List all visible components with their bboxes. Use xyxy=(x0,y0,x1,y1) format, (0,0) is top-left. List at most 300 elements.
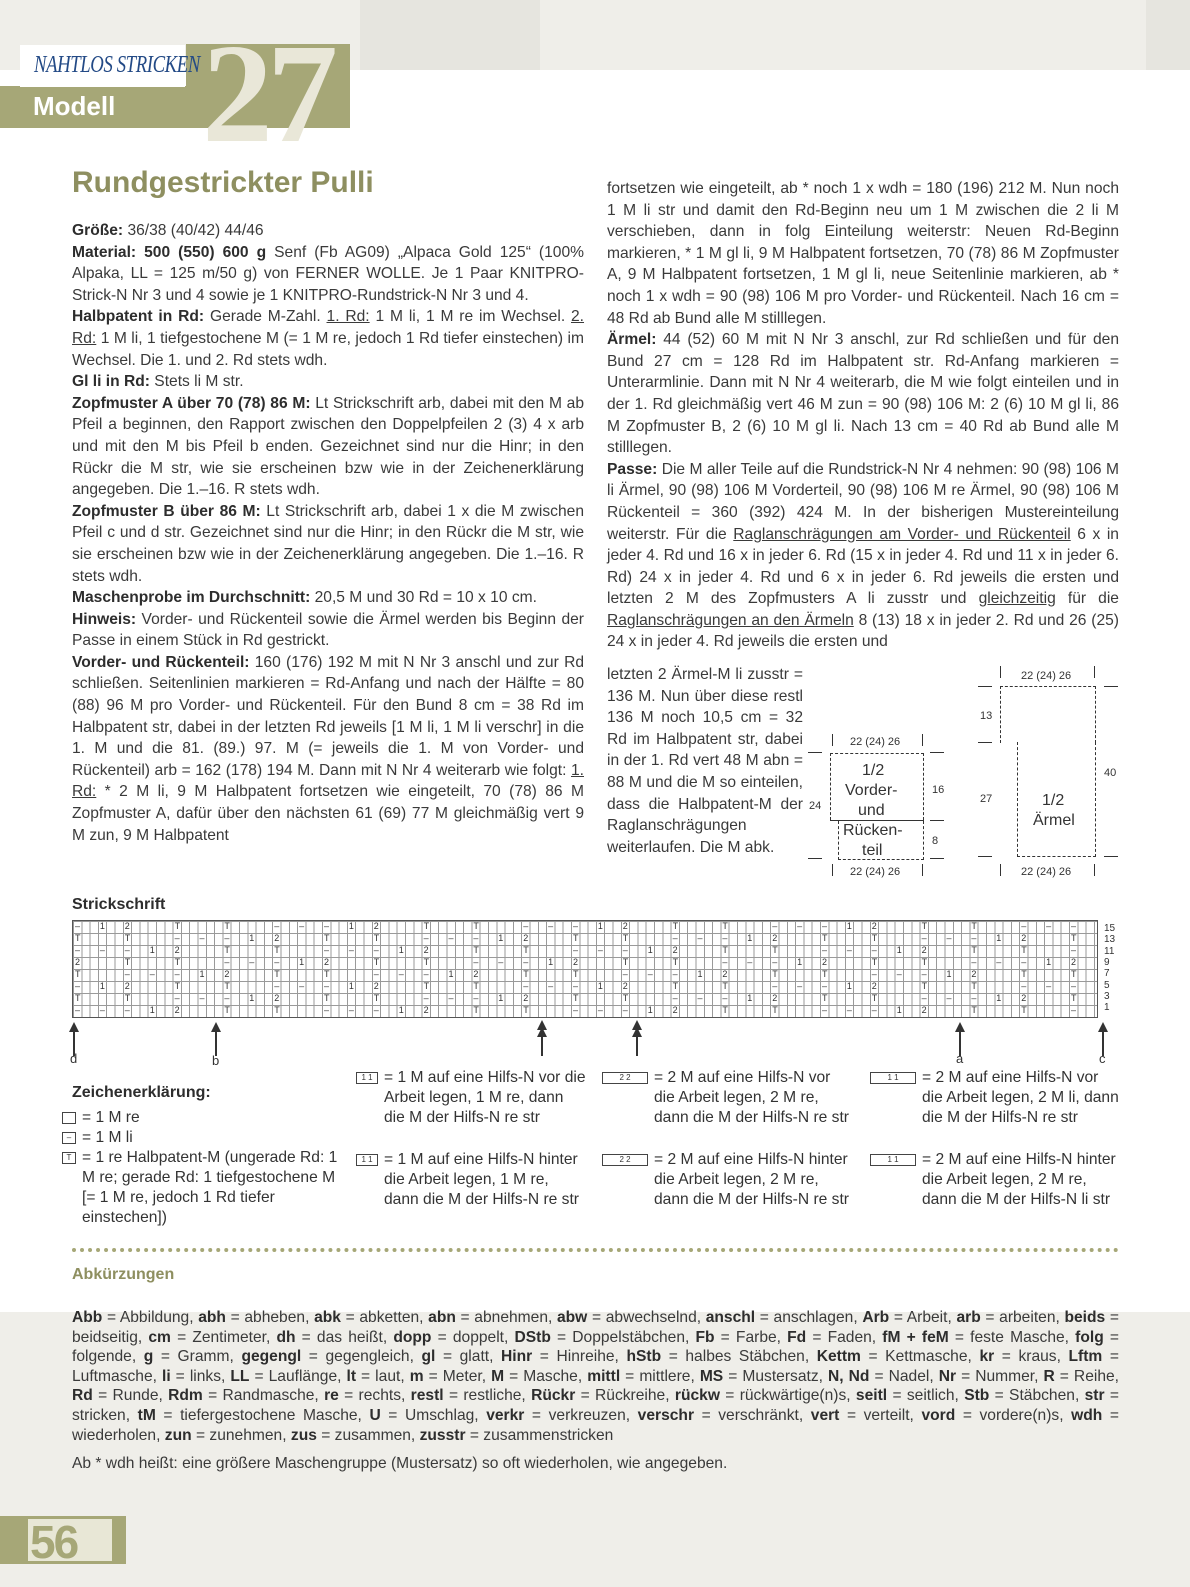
abbrev-meaning: = Rückreihe, xyxy=(575,1387,675,1405)
groesse-para xyxy=(72,220,584,242)
abbrev-term: kr xyxy=(979,1348,995,1366)
chart-row-number: 9 xyxy=(1104,956,1110,968)
tick xyxy=(808,752,822,753)
abbrev-term: tM xyxy=(137,1406,156,1424)
material-label: Material: 500 (550) 600 g xyxy=(72,243,267,261)
chart-stitch-symbol: 2 xyxy=(722,969,728,979)
chart-stitch-symbol: – xyxy=(398,969,404,979)
aermel-text: 44 (52) 60 M mit N Nr 3 anschl, zur Rd schließen und für den Bund 27 cm = 128 Rd im Halbpatent str. Rd-Anfang markieren = Unterarmlinie. Dann mit N Nr 4 weiterarb, die M wie folgt einteilen und in der 1. Rd gleichmäßig vert 46 M zun = 90 (98) 106 M: 2 (6) 10 M gl li, 86 M Zopfmuster B, 2 (6) 10 M gl li. Nach 13 cm = 40 Rd ab Bund alle M stilllegen. xyxy=(607,331,1119,457)
abbrev-meaning: = tiefergestochene Masche, xyxy=(155,1406,370,1424)
abbrev-meaning: = stricken, xyxy=(72,1387,1119,1424)
legend-text: = 1 M li xyxy=(82,1129,133,1146)
tick xyxy=(930,752,944,753)
chart-stitch-symbol: T xyxy=(224,921,230,931)
sleeve-total: 40 xyxy=(1104,767,1117,779)
chart-stitch-symbol: – xyxy=(423,969,429,979)
sleeve-bottom-width: 22 (24) 26 xyxy=(1021,866,1072,878)
chart-stitch-symbol: – xyxy=(647,969,653,979)
chart-stitch-symbol: 1 xyxy=(398,1005,404,1015)
chart-stitch-symbol: – xyxy=(124,945,130,955)
abbrev-term: str xyxy=(1084,1387,1105,1405)
chart-stitch-symbol: 1 xyxy=(249,993,255,1003)
chart-stitch-symbol: 1 xyxy=(348,981,354,991)
chart-stitch-symbol: T xyxy=(622,993,629,1003)
abbrev-term: R xyxy=(1043,1367,1055,1385)
legend-text: = 1 re Halbpatent-M (ungerade Rd: 1 M re; gerade Rd: 1 tiefgestochene M [= 1 M re, jedoch 1 Rd tiefer einstechen]) xyxy=(82,1149,338,1226)
abbrev-meaning: = Zentimeter, xyxy=(170,1328,277,1346)
chart-stitch-symbol: 1 xyxy=(597,981,603,991)
chart-stitch-symbol: – xyxy=(324,945,330,955)
aermel-label: Ärmel: xyxy=(607,331,657,349)
chart-stitch-symbol: – xyxy=(672,969,678,979)
zopfA-label: Zopfmuster A über 70 (78) 86 M: xyxy=(72,394,311,412)
chart-stitch-symbol: 1 xyxy=(846,981,852,991)
tick xyxy=(1000,666,1001,678)
legend-text: = 1 M auf eine Hilfs-N vor die Arbeit legen, 1 M re, dann die M der Hilfs-N re str xyxy=(384,1069,586,1126)
legend-item xyxy=(870,1150,1120,1210)
chart-stitch-symbol: T xyxy=(971,921,977,931)
chart-stitch-symbol: 1 xyxy=(1046,957,1052,967)
chart-stitch-symbol: 1 xyxy=(896,945,902,955)
chart-stitch-symbol: – xyxy=(299,981,305,991)
maschenprobe-text: 20,5 M und 30 Rd = 10 x 10 cm. xyxy=(310,589,537,607)
modell-label: Modell xyxy=(33,91,116,121)
chart-stitch-symbol: T xyxy=(274,1005,280,1015)
chart-stitch-symbol: T xyxy=(324,969,330,979)
chart-stitch-symbol: 1 xyxy=(498,993,504,1003)
tick xyxy=(930,820,944,821)
abbrev-meaning: = Doppelstäbchen, xyxy=(550,1328,696,1346)
abbrev-term: rückw xyxy=(674,1387,720,1405)
chart-stitch-symbol: – xyxy=(423,933,429,943)
chart-stitch-symbol: 1 xyxy=(996,933,1002,943)
chart-stitch-symbol: – xyxy=(274,921,280,931)
chart-stitch-symbol: T xyxy=(722,1005,728,1015)
chart-stitch-symbol: T xyxy=(174,981,181,991)
legend-item xyxy=(356,1150,586,1210)
chart-stitch-symbol: – xyxy=(672,993,678,1003)
tick xyxy=(832,734,833,746)
chart-stitch-symbol: – xyxy=(846,945,852,955)
knit-stitch-icon xyxy=(62,1112,76,1124)
chart-stitch-symbol: T xyxy=(822,993,828,1003)
chart-stitch-symbol: T xyxy=(473,981,479,991)
abbrev-meaning: = feste Masche, xyxy=(948,1328,1076,1346)
chart-stitch-symbol: – xyxy=(473,993,479,1003)
halbpatent-label: Halbpatent in Rd: xyxy=(72,308,205,326)
abbrev-meaning: = vordere(n)s, xyxy=(955,1406,1072,1424)
arrow-label: c xyxy=(1099,1051,1106,1066)
page-title: Rundgestrickter Pulli xyxy=(72,166,374,199)
abbrev-meaning: = glatt, xyxy=(435,1348,502,1366)
abbrev-meaning: = verschränkt, xyxy=(694,1406,811,1424)
chart-stitch-symbol: – xyxy=(622,945,628,955)
chart-stitch-symbol: T xyxy=(871,957,878,967)
chart-stitch-symbol: T xyxy=(75,933,81,943)
chart-stitch-symbol: 1 xyxy=(896,1005,902,1015)
abbrev-meaning: = gegengleich, xyxy=(301,1348,422,1366)
round-1-label: 1. Rd: xyxy=(326,308,370,326)
abbrev-meaning: = Farbe, xyxy=(714,1328,788,1346)
tick xyxy=(1104,686,1118,687)
sleeve-cap xyxy=(1000,686,1096,743)
double-arrow-icon xyxy=(636,1030,638,1056)
abbrev-term: hStb xyxy=(626,1348,662,1366)
chart-stitch-symbol: – xyxy=(1071,981,1077,991)
abbrev-meaning: = Reihe, xyxy=(1054,1367,1120,1385)
chart-stitch-symbol: – xyxy=(274,957,280,967)
chart-stitch-symbol: – xyxy=(1046,921,1052,931)
legend-item xyxy=(62,1148,344,1228)
abbrev-meaning: = anschlagen, xyxy=(755,1309,863,1326)
abbrev-meaning: = Faden, xyxy=(806,1328,883,1346)
chart-stitch-symbol: T xyxy=(722,981,728,991)
chart-stitch-symbol: – xyxy=(324,1005,330,1015)
abbrev-term: restl xyxy=(410,1387,444,1405)
chart-stitch-symbol: – xyxy=(822,921,828,931)
abbrev-term: Abb xyxy=(72,1309,103,1326)
abbrev-meaning: = verteilt, xyxy=(839,1406,922,1424)
legend-item xyxy=(870,1068,1120,1128)
purl-stitch-icon: – xyxy=(62,1132,76,1144)
abbrev-meaning: = Meter, xyxy=(423,1367,492,1385)
abbrev-term: wdh xyxy=(1071,1406,1103,1424)
vorder-text: 160 (176) 192 M mit N Nr 3 anschl und zur Rd schließen. Seitenlinien markieren = Rd-Anfang und nach der Hälfte = 80 (88) 96 M pro Vorder- und Rückenteil. Für den Bund 8 cm = 38 Rd im Halbpatent str, dabei in der letzten Rd jeweils [1 M li, 1 M li verschr] in die 1. M und die 81. (89.) 97. M (= jeweils die 1. M von Vorder- und Rückenteil) arb = 162 (178) 194 M. Dann mit N Nr 4 weiterarb wie folgt: xyxy=(72,653,584,779)
abbrev-term: Fd xyxy=(787,1328,807,1346)
chart-stitch-symbol: 2 xyxy=(871,921,877,931)
chart-stitch-symbol: T xyxy=(274,969,280,979)
chart-stitch-symbol: – xyxy=(597,1005,603,1015)
passe-para xyxy=(607,459,1119,653)
abbrev-meaning: = doppelt, xyxy=(431,1328,515,1346)
left-column xyxy=(72,220,584,846)
abbrev-note: Ab * wdh heißt: eine größere Maschengruppe (Mustersatz) so oft wiederholen, wie angegeben. xyxy=(72,1455,728,1472)
chart-stitch-symbol: T xyxy=(672,981,679,991)
chart-stitch-symbol: 2 xyxy=(921,1005,927,1015)
chart-stitch-symbol: T xyxy=(523,1005,529,1015)
material-text: Senf (Fb AG09) „Alpaca Gold 125“ (100% Alpaka, LL = 125 m/50 g) von FERNER WOLLE. Je 1 Paar KNITPRO-Strick-N Nr 3 und 4 sowie je 1 KNITPRO-Rundstrick-N Nr 3 und 4. xyxy=(72,243,584,304)
round-1-label: 1. Rd: xyxy=(72,761,584,801)
chart-stitch-symbol: T xyxy=(921,981,928,991)
chart-stitch-symbol: – xyxy=(573,1005,579,1015)
chart-stitch-symbol: 1 xyxy=(299,957,305,967)
abbrev-term: abk xyxy=(314,1309,341,1326)
abbrev-term: vert xyxy=(810,1406,840,1424)
vorder-para xyxy=(72,652,584,846)
abbrev-meaning: = Masche, xyxy=(504,1367,588,1385)
abbrev-meaning: = abnehmen, xyxy=(455,1309,557,1326)
chart-stitch-symbol: 2 xyxy=(622,921,628,931)
chart-stitch-symbol: 2 xyxy=(423,945,429,955)
chart-stitch-symbol: – xyxy=(946,993,952,1003)
chart-stitch-symbol: 2 xyxy=(274,933,280,943)
chart-stitch-symbol: – xyxy=(772,957,778,967)
abbrev-term: beids xyxy=(1064,1309,1106,1326)
chart-stitch-symbol: – xyxy=(822,1005,828,1015)
chart-stitch-symbol: 2 xyxy=(124,981,130,991)
chart-stitch-symbol: T xyxy=(274,945,280,955)
cont-para: fortsetzen wie eingeteilt, ab * noch 1 x wdh = 180 (196) 212 M. Nun noch 1 M li str und damit den Rd-Beginn neu um 1 M zwischen die 2 li M verschieben, dann in folg Einteilung weiterstr: Neuen Rd-Beginn markieren, * 1 M gl li, 9 M Halbpatent fortsetzen, 70 (78) 86 M Zopfmuster A, 9 M Halbpatent fortsetzen, 1 M gl li, neue Seitenlinie markieren, ab * noch 1 x wdh = 90 (98) 106 M pro Vorder- und Rückenteil. Nach 16 cm = 48 Rd ab Bund alle M stilllegen. xyxy=(607,180,1119,327)
abbrev-term: Arb xyxy=(862,1309,890,1326)
cable-front-purl-icon: 1 1 xyxy=(870,1072,916,1084)
chart-stitch-symbol: T xyxy=(772,945,778,955)
chart-stitch-symbol: T xyxy=(473,1005,479,1015)
material-para xyxy=(72,242,584,307)
chart-stitch-symbol: – xyxy=(373,969,379,979)
vorder-text: * 2 M li, 9 M Halbpatent fortsetzen wie eingeteilt, 70 (78) 86 M Zopfmuster A, dafür über den nächsten 61 (69) 77 M gleichmäßig vert 9 M zun, 9 M Halbpatent xyxy=(72,783,584,844)
chart-stitch-symbol: 2 xyxy=(473,969,479,979)
abbrev-meaning: = Mustersatz, xyxy=(723,1367,828,1385)
chart-stitch-symbol: – xyxy=(822,981,828,991)
abbrev-term: Stb xyxy=(964,1387,990,1405)
halbpatent-text: Gerade M-Zahl. xyxy=(204,308,327,326)
chart-stitch-symbol: – xyxy=(274,981,280,991)
chart-stitch-symbol: – xyxy=(75,981,81,991)
body-label: 1/2 xyxy=(862,762,885,779)
chart-stitch-symbol: 2 xyxy=(772,993,778,1003)
chart-stitch-symbol: T xyxy=(971,981,977,991)
chart-stitch-symbol: T xyxy=(822,969,828,979)
groesse-text: 36/38 (40/42) 44/46 xyxy=(123,222,264,239)
abbrev-list xyxy=(72,1308,1119,1445)
chart-stitch-symbol: T xyxy=(523,969,529,979)
chart-stitch-symbol: – xyxy=(523,957,529,967)
chart-stitch-symbol: – xyxy=(722,957,728,967)
hinweis-label: Hinweis: xyxy=(72,610,137,628)
body-label: und xyxy=(858,802,885,819)
chart-stitch-symbol: T xyxy=(224,945,230,955)
top-band-panel xyxy=(1146,0,1190,70)
chart-stitch-symbol: – xyxy=(548,921,554,931)
abbrev-term: anschl xyxy=(705,1309,756,1326)
sleeve-top-width: 22 (24) 26 xyxy=(1021,670,1072,682)
chart-stitch-symbol: – xyxy=(971,993,977,1003)
chart-stitch-symbol: T xyxy=(174,957,181,967)
chart-stitch-symbol: – xyxy=(75,1005,81,1015)
chart-stitch-symbol: T xyxy=(1021,945,1027,955)
halbpatent-text: 1 M li, 1 tiefgestochene M (= 1 M re, jedoch 1 Rd tiefer einstechen) im Wechsel. Die 1. und 2. Rd stets wdh. xyxy=(72,329,584,369)
dotted-divider xyxy=(72,1248,1119,1252)
abbrev-term: M xyxy=(491,1367,505,1385)
body-height: 24 xyxy=(809,800,822,812)
chart-stitch-symbol: – xyxy=(871,969,877,979)
chart-stitch-symbol: – xyxy=(348,1005,354,1015)
chart-stitch-symbol: – xyxy=(299,921,305,931)
zopfB-text: Lt Strickschrift arb, dabei 1 x die M zwischen Pfeil c und d str. Gezeichnet sind nur die Hinr; in den Rückr die M str, wie sie erscheinen bzw wie in der Zeichenerklärung angegeben. Die 1.–16. R stets wdh. xyxy=(72,502,584,585)
chart-stitch-symbol: – xyxy=(149,969,155,979)
abbrev-meaning: = abketten, xyxy=(340,1309,429,1326)
maschenprobe-para xyxy=(72,587,584,609)
tick xyxy=(1104,856,1118,857)
chart-stitch-symbol: 1 xyxy=(747,993,753,1003)
chart-stitch-symbol: 1 xyxy=(797,957,803,967)
abbrev-term: arb xyxy=(956,1309,981,1326)
tick xyxy=(1000,864,1001,876)
abbrev-term: mittl xyxy=(587,1367,621,1385)
narrow-para: letzten 2 Ärmel-M li zusstr = 136 M. Nun über diese restl 136 M noch 10,5 cm = 32 Rd im Halbpatent str, dabei in der 1. Rd vert 48 M abn = 88 M und die M so einteilen, dass die Halbpatent-M der Raglanschrägungen weiterlaufen. Die M abk. xyxy=(607,666,803,856)
glli-label: Gl li in Rd: xyxy=(72,373,150,391)
abbrev-term: gl xyxy=(421,1348,436,1366)
chart-stitch-symbol: – xyxy=(573,921,579,931)
legend-text: = 1 M auf eine Hilfs-N hinter die Arbeit legen, 1 M re, dann die M der Hilfs-N re str xyxy=(384,1151,579,1208)
passe-text: 6 x in jeder 4. Rd und 16 x in jeder 6. Rd (15 x in jeder 4. Rd und 11 x in jeder 6. Rd) 24 x in jeder 4. Rd und 6 x in jeder 6. Rd jeweils die ersten und letzten 2 M des Zopfmusters A li zusstr und xyxy=(607,525,1119,608)
body-label: Rücken- xyxy=(843,822,903,839)
vorder-label: Vorder- und Rückenteil: xyxy=(72,653,250,671)
knitting-chart-grid xyxy=(72,920,1098,1018)
chart-stitch-symbol: – xyxy=(448,993,454,1003)
chart-stitch-symbol: T xyxy=(473,945,479,955)
double-arrow-icon xyxy=(541,1030,543,1056)
abbrev-meaning: = wiederholen, xyxy=(72,1406,1120,1444)
abbrev-term: vord xyxy=(921,1406,956,1424)
abbrev-term: cm xyxy=(148,1328,171,1346)
abbrev-meaning: = Runde, xyxy=(92,1387,169,1405)
chart-stitch-symbol: T xyxy=(473,921,479,931)
abbrev-term: g xyxy=(143,1348,154,1366)
sleeve-upper: 13 xyxy=(980,710,993,722)
chart-stitch-symbol: 2 xyxy=(672,945,678,955)
chart-stitch-symbol: T xyxy=(1071,969,1077,979)
chart-title: Strickschrift xyxy=(72,896,166,913)
groesse-label: Größe: xyxy=(72,222,124,239)
cable-front-2-icon: 2 2 xyxy=(602,1072,648,1084)
passe-underlined: Raglanschrägungen am Vorder- und Rückenteil xyxy=(733,525,1071,543)
tick xyxy=(1094,864,1095,876)
chart-stitch-symbol: T xyxy=(324,933,330,943)
abbrev-term: dh xyxy=(276,1328,296,1346)
chart-stitch-symbol: – xyxy=(921,993,927,1003)
abbrev-term: zun xyxy=(164,1426,192,1444)
chart-stitch-symbol: – xyxy=(548,981,554,991)
chart-stitch-symbol: – xyxy=(996,957,1002,967)
chart-stitch-symbol: T xyxy=(921,921,928,931)
abbrev-meaning: = links, xyxy=(170,1367,231,1385)
chart-stitch-symbol: – xyxy=(75,945,81,955)
zopfA-para xyxy=(72,393,584,501)
abbrev-meaning: = zusammenstricken xyxy=(465,1426,614,1444)
passe-text: für die xyxy=(1055,590,1119,608)
chart-stitch-symbol: 1 xyxy=(199,969,205,979)
tick xyxy=(978,686,992,687)
zopfA-text: Lt Strickschrift arb, dabei mit den M ab Pfeil a beginnen, den Rapport zwischen den Doppelpfeilen 2 (3) 4 x arb und mit den M bis Pfeil b enden. Gezeichnet sind nur die Hinr; in den Rückr die M str, wie sie erscheinen bzw wie in der Zeichenerklärung angegeben. Die 1.–16. R stets wdh. xyxy=(72,394,584,499)
abbrev-term: DStb xyxy=(514,1328,551,1346)
abbrev-term: Fb xyxy=(695,1328,715,1346)
chart-stitch-symbol: T xyxy=(224,1005,230,1015)
chart-stitch-symbol: T xyxy=(871,993,878,1003)
chart-stitch-symbol: 1 xyxy=(498,933,504,943)
cable-front-1-icon: 1 1 xyxy=(356,1072,378,1084)
chart-stitch-symbol: – xyxy=(722,993,728,1003)
abbrev-meaning: = Arbeit, xyxy=(889,1309,957,1326)
chart-stitch-symbol: 2 xyxy=(871,981,877,991)
chart-stitch-symbol: T xyxy=(1071,933,1077,943)
abbrev-term: abn xyxy=(428,1309,456,1326)
abbrev-term: li xyxy=(161,1367,171,1385)
chart-stitch-symbol: – xyxy=(896,969,902,979)
abbrev-meaning: = Luftmasche, xyxy=(72,1348,1119,1385)
chart-stitch-symbol: – xyxy=(523,921,529,931)
chart-stitch-symbol: – xyxy=(498,957,504,967)
arrow-label: d xyxy=(70,1051,78,1066)
chart-stitch-symbol: – xyxy=(772,981,778,991)
passe-text: Die M aller Teile auf die Rundstrick-N Nr 4 nehmen: 90 (98) 106 M li Ärmel, 90 (98) 106 M Vorderteil, 90 (98) 106 M re Ärmel, 90 (98) 106 M Rückenteil = 360 (392) 424 M. In der bisherigen Mustereinteilung weiterstr. Für die xyxy=(607,460,1119,543)
abbrev-meaning: = laut, xyxy=(356,1367,410,1385)
sleeve-label: 1/2 xyxy=(1042,792,1065,809)
chart-stitch-symbol: – xyxy=(1046,981,1052,991)
hinweis-text: Vorder- und Rückenteil sowie die Ärmel werden bis Beginn der Passe in einem Stück in Rd gestrickt. xyxy=(72,610,584,650)
body-bottom-width: 22 (24) 26 xyxy=(850,866,901,878)
abbrev-term: seitl xyxy=(855,1387,888,1405)
chart-stitch-symbol: 1 xyxy=(149,945,155,955)
chart-stitch-symbol: 1 xyxy=(249,933,255,943)
chart-stitch-symbol: – xyxy=(871,1005,877,1015)
chart-stitch-symbol: – xyxy=(324,981,330,991)
body-upper: 16 xyxy=(932,784,945,796)
chart-stitch-symbol: 2 xyxy=(224,969,230,979)
cable-back-purl-icon: 1 1 xyxy=(870,1154,916,1166)
chart-stitch-symbol: – xyxy=(423,993,429,1003)
legend-text: = 2 M auf eine Hilfs-N hinter die Arbeit legen, 2 M re, dann die M der Hilfs-N li str xyxy=(922,1151,1116,1208)
aermel-para xyxy=(607,329,1119,459)
chart-stitch-symbol: – xyxy=(672,933,678,943)
tick xyxy=(930,858,944,859)
chart-stitch-symbol: 1 xyxy=(398,945,404,955)
chart-stitch-symbol: 1 xyxy=(747,933,753,943)
chart-stitch-symbol: – xyxy=(697,933,703,943)
chart-stitch-symbol: – xyxy=(473,933,479,943)
chart-stitch-symbol: – xyxy=(174,969,180,979)
abbrev-meaning: = rechts, xyxy=(338,1387,411,1405)
legend-text: = 2 M auf eine Hilfs-N vor die Arbeit legen, 2 M re, dann die M der Hilfs-N re str xyxy=(654,1069,849,1126)
chart-stitch-symbol: T xyxy=(971,1005,977,1015)
abbrev-meaning: = Stäbchen, xyxy=(989,1387,1085,1405)
round-2-label: 2. Rd: xyxy=(72,308,585,347)
chart-stitch-symbol: 1 xyxy=(647,945,653,955)
abbrev-meaning: = verkreuzen, xyxy=(524,1406,638,1424)
chart-stitch-symbol: – xyxy=(573,945,579,955)
chart-stitch-symbol: T xyxy=(921,957,928,967)
chart-stitch-symbol: – xyxy=(174,933,180,943)
abbrev-meaning: = Randmasche, xyxy=(202,1387,325,1405)
chart-stitch-symbol: 2 xyxy=(1021,933,1027,943)
chart-stitch-symbol: T xyxy=(672,957,679,967)
abbrev-meaning: = halbes Stäbchen, xyxy=(661,1348,817,1366)
legend-item xyxy=(62,1128,342,1148)
abbrev-meaning: = zusammen, xyxy=(316,1426,420,1444)
halbpatent-para xyxy=(72,306,584,371)
abbrev-meaning: = seitlich, xyxy=(887,1387,965,1405)
chart-stitch-symbol: – xyxy=(99,945,105,955)
chart-row-number: 5 xyxy=(1104,979,1110,991)
chart-stitch-symbol: – xyxy=(921,933,927,943)
chart-stitch-symbol: T xyxy=(75,993,81,1003)
abbrev-meaning: = Kettmasche, xyxy=(860,1348,980,1366)
chart-stitch-symbol: T xyxy=(423,921,430,931)
cable-back-1-icon: 1 1 xyxy=(356,1154,378,1166)
chart-stitch-symbol: 1 xyxy=(597,921,603,931)
chart-stitch-symbol: T xyxy=(1021,969,1027,979)
chart-stitch-symbol: T xyxy=(573,933,579,943)
chart-stitch-symbol: 2 xyxy=(373,981,379,991)
abbrev-meaning: = Gramm, xyxy=(153,1348,242,1366)
abbrev-meaning: = zunehmen, xyxy=(191,1426,291,1444)
abbrev-meaning: = rückwärtige(n)s, xyxy=(719,1387,856,1405)
chart-stitch-symbol: 2 xyxy=(373,921,379,931)
chart-stitch-symbol: T xyxy=(772,1005,778,1015)
tick xyxy=(978,742,992,743)
abbrev-term: Nr xyxy=(938,1367,957,1385)
top-band-panel xyxy=(360,0,540,70)
